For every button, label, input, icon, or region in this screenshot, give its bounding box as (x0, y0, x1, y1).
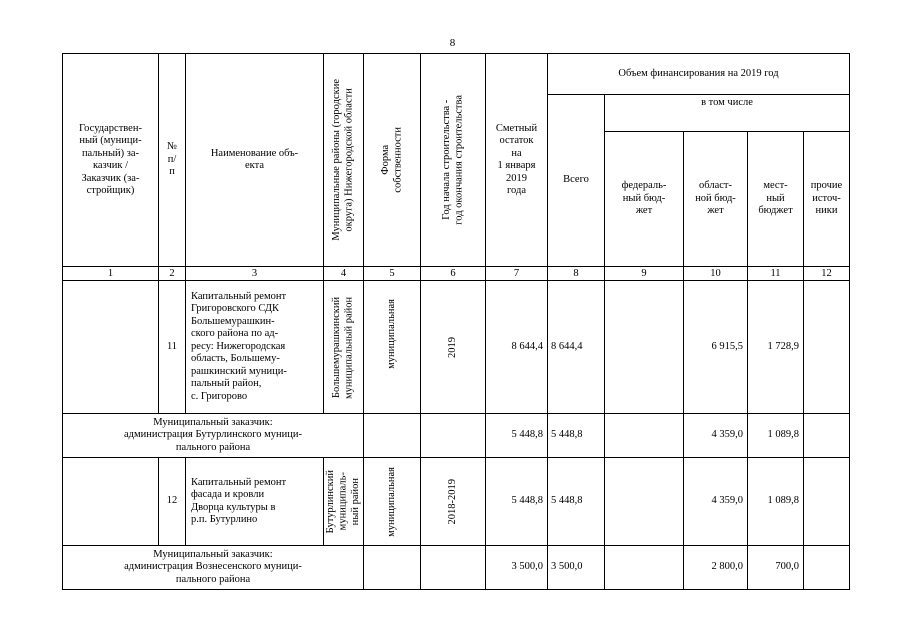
regional-budget: 6 915,5 (684, 281, 748, 414)
years (421, 414, 486, 458)
header-regional: област- ной бюд- жет (684, 132, 748, 267)
column-index: 4 (324, 267, 364, 281)
column-index: 3 (186, 267, 324, 281)
other-sources (804, 546, 850, 590)
years: 2019 (421, 281, 486, 414)
header-local: мест- ный бюджет (748, 132, 804, 267)
total: 5 448,8 (548, 414, 605, 458)
district: Большемурашкинский муниципальный район (324, 281, 364, 414)
ownership (364, 414, 421, 458)
district: Бутурлинский муниципаль- ный район (324, 458, 364, 546)
column-index: 5 (364, 267, 421, 281)
estimated-balance: 8 644,4 (486, 281, 548, 414)
page-number: 8 (449, 37, 456, 49)
total: 8 644,4 (548, 281, 605, 414)
municipal-customer: Муниципальный заказчик: администрация Вознесенского муници- пального района (63, 546, 364, 590)
federal-budget (605, 414, 684, 458)
row-customer (63, 458, 159, 546)
header-object-name: Наименование объ- екта (186, 54, 324, 267)
other-sources (804, 281, 850, 414)
table-row (63, 458, 850, 546)
column-index: 9 (605, 267, 684, 281)
header-total: Всего (548, 95, 605, 267)
local-budget: 1 089,8 (748, 414, 804, 458)
header-federal: федераль- ный бюд- жет (605, 132, 684, 267)
header-other: прочие источ- ники (804, 132, 850, 267)
years: 2018-2019 (421, 458, 486, 546)
header-funding: Объем финансирования на 2019 год (548, 54, 850, 95)
column-index: 1 (63, 267, 159, 281)
column-index: 8 (548, 267, 605, 281)
header-years: Год начала строительства - год окончания строительства (421, 54, 486, 267)
total: 3 500,0 (548, 546, 605, 590)
object-name: Капитальный ремонт фасада и кровли Дворца культуры в р.п. Бутурлино (186, 458, 324, 546)
regional-budget: 4 359,0 (684, 458, 748, 546)
header-including: в том числе (605, 95, 850, 132)
years (421, 546, 486, 590)
local-budget: 1 089,8 (748, 458, 804, 546)
header-customer: Государствен- ный (муници- пальный) за- казчик / Заказчик (за- стройщик) (63, 54, 159, 267)
local-budget: 1 728,9 (748, 281, 804, 414)
ownership: муниципальная (364, 281, 421, 414)
estimated-balance: 5 448,8 (486, 458, 548, 546)
local-budget: 700,0 (748, 546, 804, 590)
funding-table (62, 53, 850, 590)
regional-budget: 2 800,0 (684, 546, 748, 590)
ownership (364, 546, 421, 590)
federal-budget (605, 281, 684, 414)
column-index: 11 (748, 267, 804, 281)
regional-budget: 4 359,0 (684, 414, 748, 458)
federal-budget (605, 458, 684, 546)
column-index: 12 (804, 267, 850, 281)
header-districts: Муниципальные районы (городские округа) Нижегородской области (324, 54, 364, 267)
column-index: 6 (421, 267, 486, 281)
federal-budget (605, 546, 684, 590)
column-index: 10 (684, 267, 748, 281)
column-index: 2 (159, 267, 186, 281)
header-ownership: Форма собственности (364, 54, 421, 267)
total: 5 448,8 (548, 458, 605, 546)
column-index: 7 (486, 267, 548, 281)
header-estimated-balance: Сметный остаток на 1 января 2019 года (486, 54, 548, 267)
estimated-balance: 3 500,0 (486, 546, 548, 590)
table-row (63, 414, 850, 458)
table-row (63, 546, 850, 590)
row-number: 12 (159, 458, 186, 546)
column-index-row (63, 267, 850, 281)
object-name: Капитальный ремонт Григоровского СДК Большемурашкин- ского района по ад- ресу: Нижегородская область, Большему- рашкинский муници- пальный район, с. Григорово (186, 281, 324, 414)
header-num: № п/ п (159, 54, 186, 267)
row-customer (63, 281, 159, 414)
row-number: 11 (159, 281, 186, 414)
other-sources (804, 414, 850, 458)
ownership: муниципальная (364, 458, 421, 546)
estimated-balance: 5 448,8 (486, 414, 548, 458)
other-sources (804, 458, 850, 546)
table-row (63, 281, 850, 414)
municipal-customer: Муниципальный заказчик: администрация Бутурлинского муници- пального района (63, 414, 364, 458)
